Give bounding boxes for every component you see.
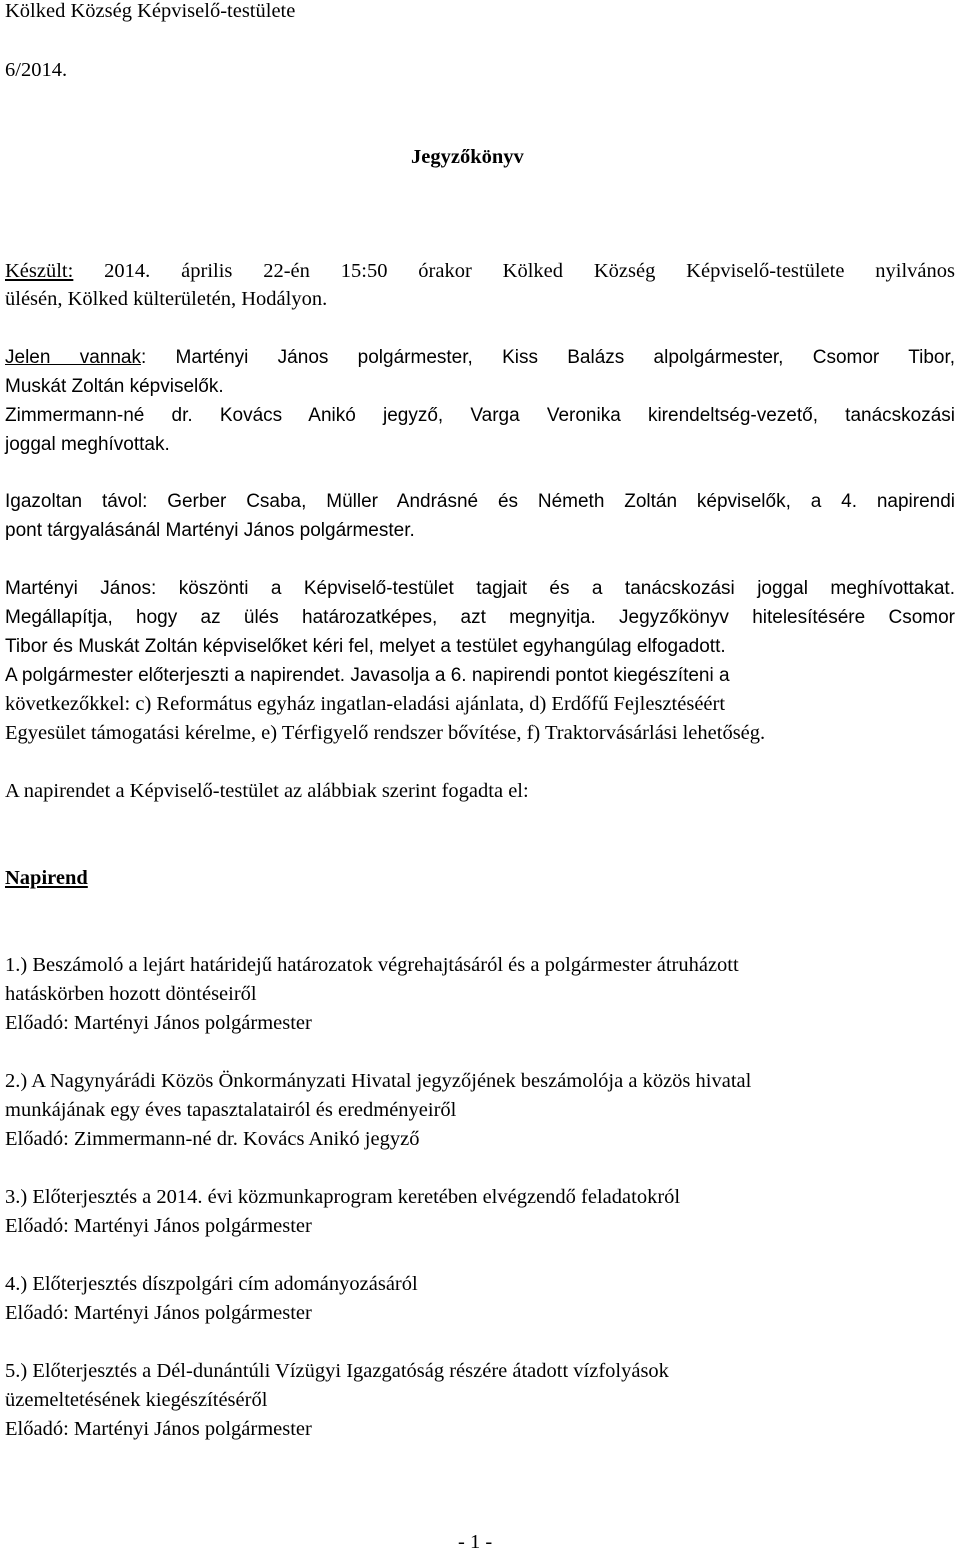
prepared-line-2: ülésén, Kölked külterületén, Hodályon. bbox=[5, 288, 328, 310]
prepared-label: Készült: bbox=[5, 260, 74, 282]
agenda-item-1-presenter: Előadó: Martényi János polgármester bbox=[5, 1012, 312, 1034]
prepared-line-1 bbox=[5, 257, 955, 286]
present-line-4: joggal meghívottak. bbox=[5, 434, 170, 455]
present-line-3: Zimmermann-né dr. Kovács Anikó jegyző, Varga Veronika kirendeltség-vezető, tanácskozási bbox=[5, 405, 955, 426]
document-title: Jegyzőkönyv bbox=[411, 146, 524, 168]
page-number: - 1 - bbox=[458, 1531, 493, 1553]
opening-line-2 bbox=[5, 603, 955, 632]
agenda-acceptance: A napirendet a Képviselő-testület az alábbiak szerint fogadta el: bbox=[5, 780, 529, 802]
absent-line-1: Igazoltan távol: Gerber Csaba, Müller Andrásné és Németh Zoltán képviselők, a 4. napirendi bbox=[5, 491, 955, 512]
present-text: : Martényi János polgármester, Kiss Balázs alpolgármester, Csomor Tibor, bbox=[140, 347, 956, 368]
present-line-2: Muskát Zoltán képviselők. bbox=[5, 376, 224, 397]
opening-line-5: következőkkel: c) Református egyház ingatlan-eladási ajánlata, d) Erdőfű Fejlesztéséért bbox=[5, 693, 726, 715]
header-number: 6/2014. bbox=[5, 59, 68, 81]
absent-line-2: pont tárgyalásánál Martényi János polgármester. bbox=[5, 520, 415, 541]
agenda-item-2-presenter: Előadó: Zimmermann-né dr. Kovács Anikó jegyző bbox=[5, 1128, 420, 1150]
agenda-item-3-line-1: 3.) Előterjesztés a 2014. évi közmunkaprogram keretében elvégzendő feladatokról bbox=[5, 1186, 681, 1208]
header-organization: Kölked Község Képviselő-testülete bbox=[5, 0, 296, 22]
agenda-item-5-presenter: Előadó: Martényi János polgármester bbox=[5, 1418, 312, 1440]
agenda-item-5-line-2: üzemeltetésének kiegészítéséről bbox=[5, 1389, 268, 1411]
agenda-heading: Napirend bbox=[5, 867, 88, 889]
opening-line-3: Tibor és Muskát Zoltán képviselőket kéri fel, melyet a testület egyhangúlag elfogadott. bbox=[5, 636, 726, 657]
opening-line-4: A polgármester előterjeszti a napirendet. Javasolja a 6. napirendi pontot kiegészíteni a bbox=[5, 665, 730, 686]
opening-line-1: Martényi János: köszönti a Képviselő-testület tagjait és a tanácskozási joggal meghívottakat. bbox=[5, 578, 955, 599]
agenda-item-5-line-1: 5.) Előterjesztés a Dél-dunántúli Vízügyi Igazgatóság részére átadott vízfolyások bbox=[5, 1360, 669, 1382]
agenda-item-2-line-2: munkájának egy éves tapasztalatairól és eredményeiről bbox=[5, 1099, 457, 1121]
agenda-item-4-presenter: Előadó: Martényi János polgármester bbox=[5, 1302, 312, 1324]
agenda-item-1-line-2: hatáskörben hozott döntéseiről bbox=[5, 983, 257, 1005]
agenda-item-3-presenter: Előadó: Martényi János polgármester bbox=[5, 1215, 312, 1237]
present-line-1 bbox=[5, 343, 955, 372]
opening-line-6: Egyesület támogatási kérelme, e) Térfigyelő rendszer bővítése, f) Traktorvásárlási lehetőség. bbox=[5, 722, 766, 744]
present-label: Jelen vannak bbox=[5, 347, 141, 368]
agenda-item-4-line-1: 4.) Előterjesztés díszpolgári cím adományozásáról bbox=[5, 1273, 418, 1295]
opening-line-2-rest: Jegyzőkönyv hitelesítésére Csomor bbox=[595, 607, 955, 628]
agenda-item-1-line-1: 1.) Beszámoló a lejárt határidejű határozatok végrehajtásáról és a polgármester átruházott bbox=[5, 954, 739, 976]
prepared-text: 2014. április 22-én 15:50 órakor Kölked Község Képviselő-testülete nyilvános bbox=[73, 260, 955, 282]
agenda-item-2-line-1: 2.) A Nagynyárádi Közös Önkormányzati Hivatal jegyzőjének beszámolója a közös hivatal bbox=[5, 1070, 752, 1092]
opening-line-2-sans: Megállapítja, hogy az ülés határozatképes, azt megnyitja. bbox=[5, 607, 596, 628]
